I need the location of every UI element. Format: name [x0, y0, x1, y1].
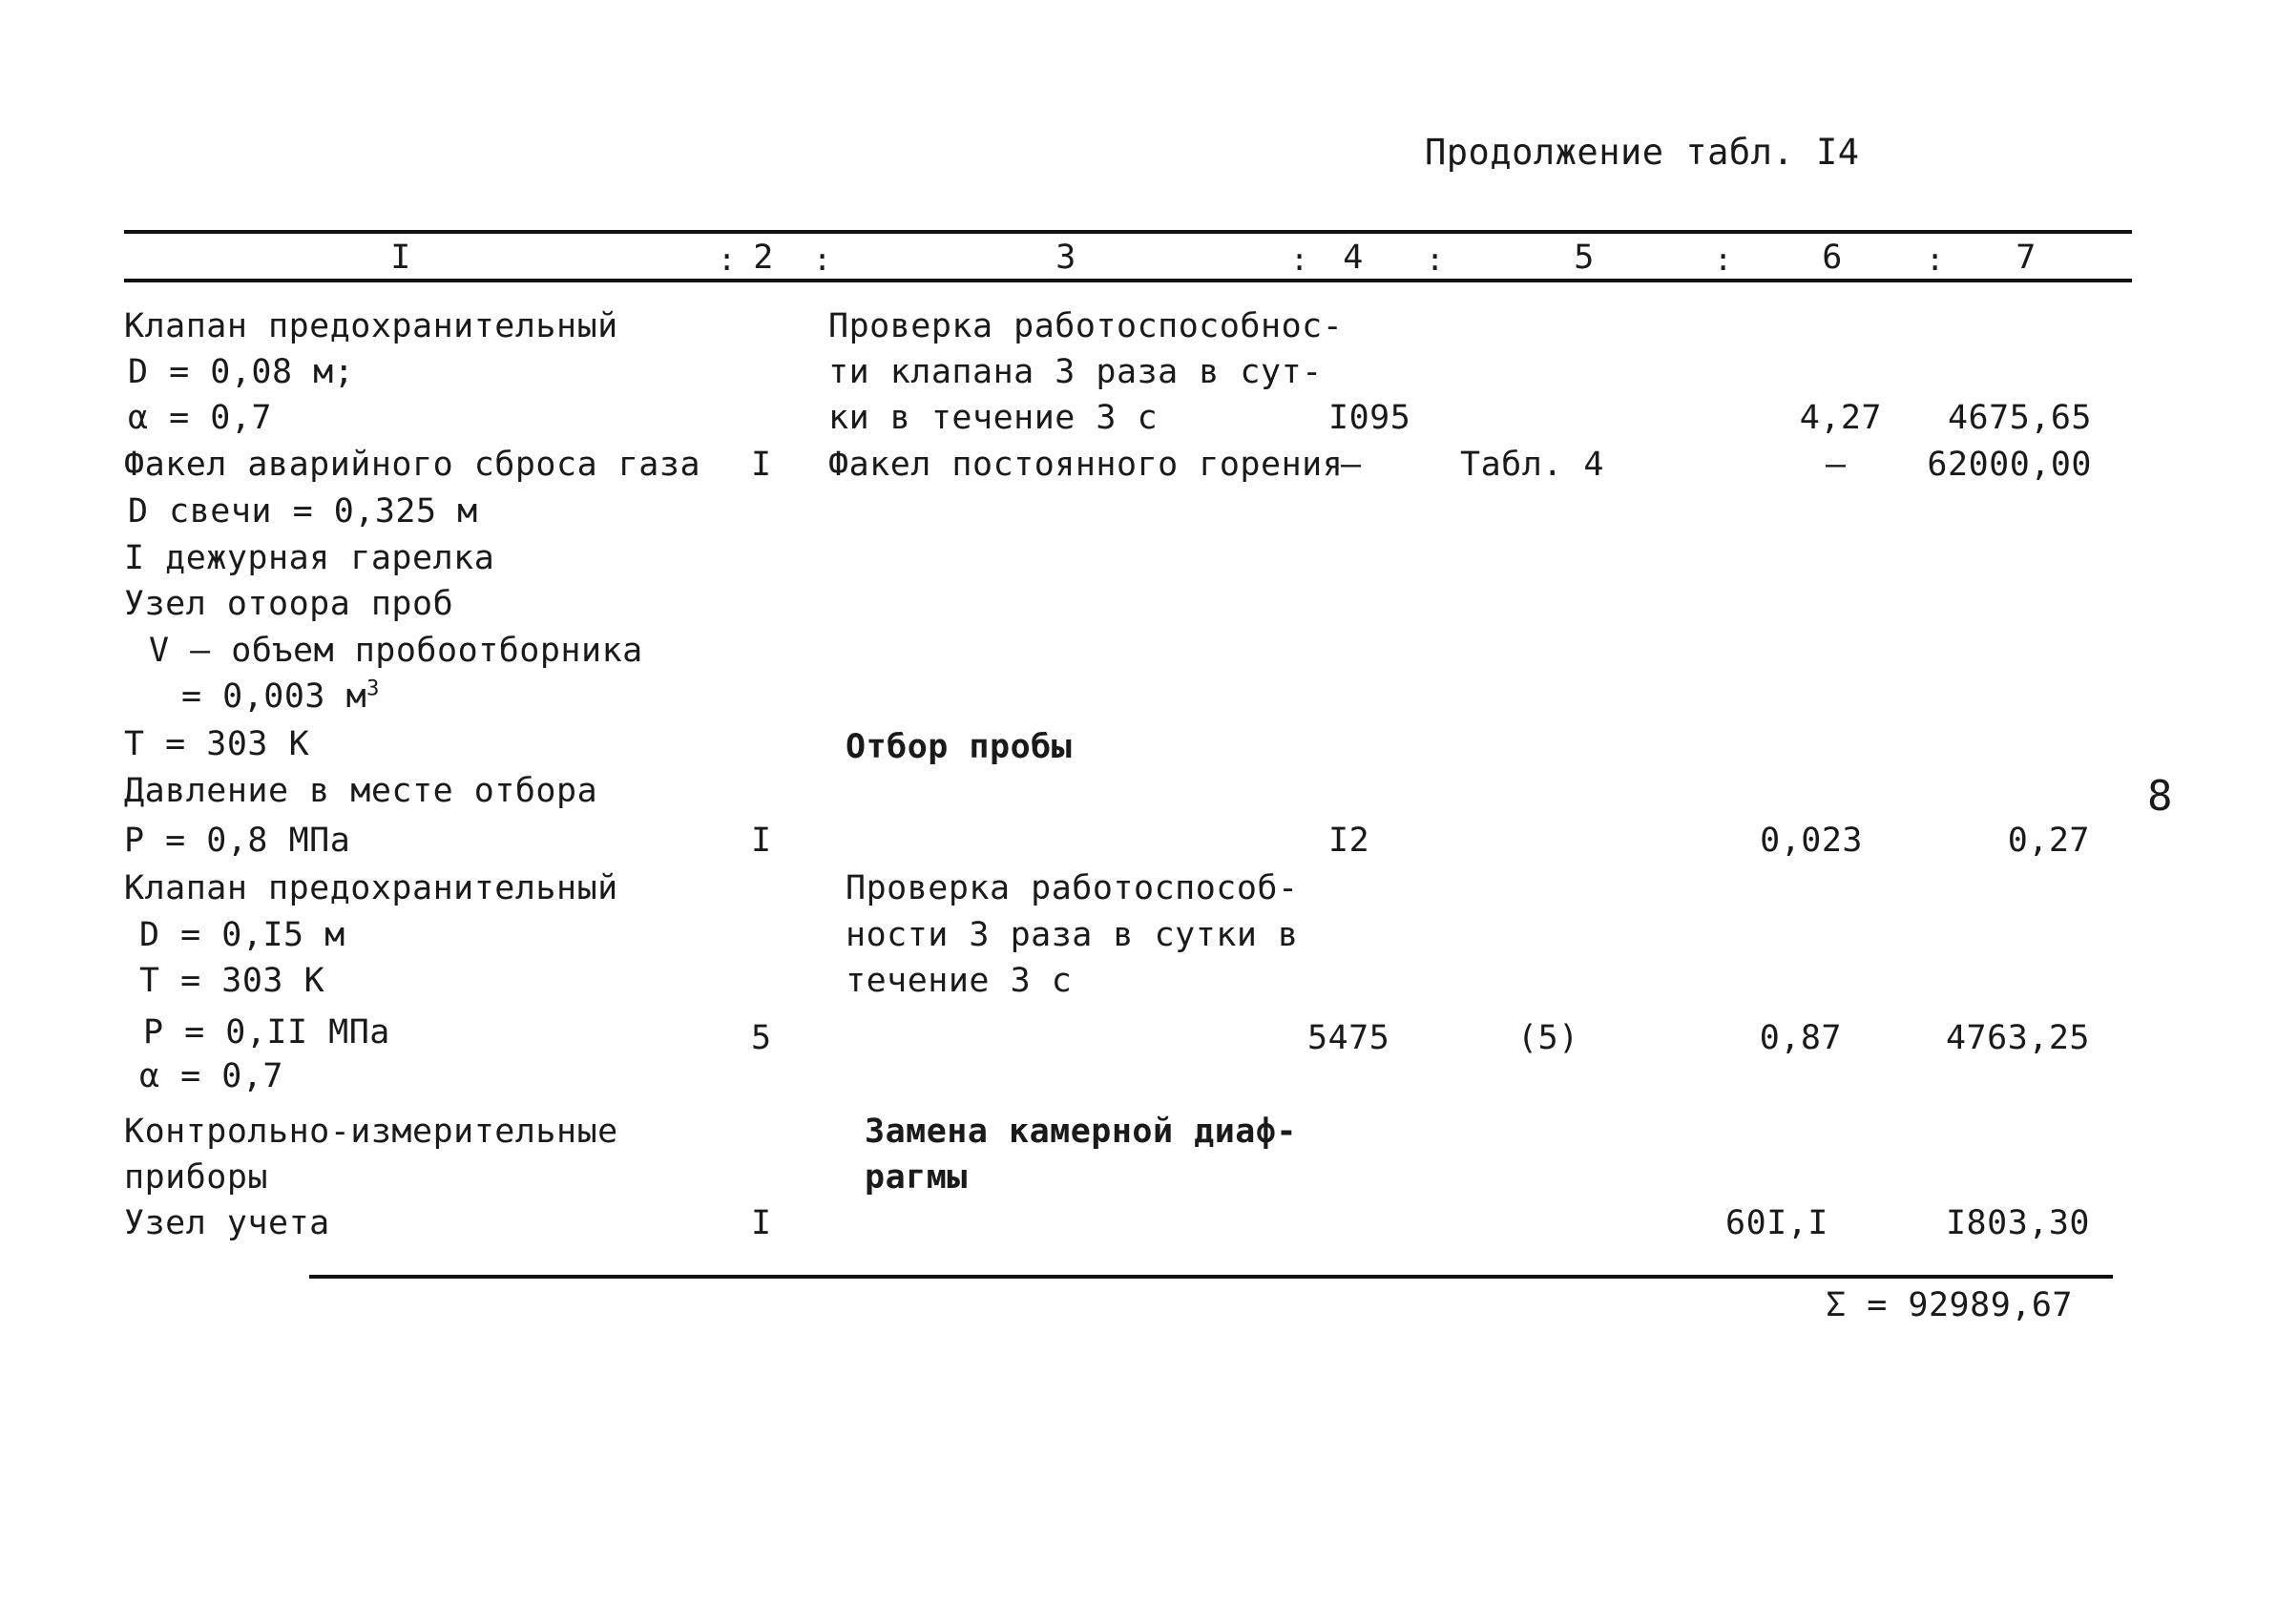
- row5-col3-line2: рагмы: [865, 1158, 968, 1197]
- table-caption: Продолжение табл. I4: [1425, 132, 1860, 173]
- row4-col2: 5: [751, 1019, 772, 1057]
- table-top-rule: [124, 230, 2132, 234]
- header-col-4: 4: [1343, 239, 1364, 277]
- row1-col1-line1: Клапан предохранительный: [124, 307, 618, 345]
- row3-col1-line3: = 0,003 $м^3$: [181, 677, 380, 716]
- row3-col1-line6: P = 0,8 МПа: [124, 822, 351, 860]
- row4-col7: 4763,25: [1945, 1019, 2090, 1057]
- row4-col5: (5): [1517, 1019, 1579, 1057]
- row1-col3-line1: Проверка работоспособнос-: [828, 307, 1344, 345]
- row4-col1-line3: T = 303 К: [139, 962, 325, 1000]
- row1-col1-line3: α = 0,7: [128, 399, 273, 437]
- row5-col7: I803,30: [1945, 1204, 2090, 1242]
- row2-col5: Табл. 4: [1460, 446, 1605, 484]
- row2-col3: Факел постоянного горения: [828, 446, 1344, 484]
- row1-col6: 4,27: [1799, 399, 1882, 437]
- row5-col1-line3: Узел учета: [124, 1204, 330, 1242]
- page-number: 8: [2147, 772, 2173, 821]
- header-separator: :: [1426, 241, 1445, 278]
- row3-col1-line1: Узел отоора проб: [124, 585, 454, 623]
- row3-col7: 0,27: [2007, 822, 2090, 860]
- header-separator: :: [1926, 241, 1945, 278]
- header-separator: :: [813, 241, 832, 278]
- header-col-7: 7: [2016, 239, 2037, 277]
- row4-col3-line3: течение 3 с: [846, 962, 1073, 1000]
- table-bottom-rule: [309, 1275, 2113, 1279]
- row3-col1-line5: Давление в месте отбора: [124, 772, 598, 810]
- row1-col1-line2: D = 0,08 м;: [128, 353, 355, 391]
- row4-col4: 5475: [1307, 1019, 1390, 1057]
- row3-col1-line4: T = 303 К: [124, 725, 310, 763]
- row2-col2: I: [751, 446, 772, 484]
- row2-col7: 62000,00: [1927, 446, 2092, 484]
- row4-col3-line1: Проверка работоспособ-: [846, 869, 1299, 907]
- cubic-superscript: 3: [366, 677, 380, 701]
- row4-col1-line2: D = 0,I5 м: [139, 916, 345, 954]
- row2-col1-line1: Факел аварийного сброса газа: [124, 446, 701, 484]
- row2-col1-line3: I дежурная гарелка: [124, 539, 495, 577]
- row3-col1-line2: V – объем пробоотборника: [149, 632, 643, 670]
- row2-col6: –: [1826, 446, 1847, 484]
- header-separator: :: [1714, 241, 1733, 278]
- row3-col3: Отбор пробы: [846, 728, 1073, 766]
- header-col-2: 2: [753, 239, 774, 277]
- header-separator: :: [1290, 241, 1309, 278]
- row2-col4: –: [1341, 446, 1362, 484]
- row4-col1-line4: P = 0,II МПа: [143, 1013, 390, 1051]
- table-header-rule: [124, 279, 2132, 282]
- row1-col4: I095: [1328, 399, 1411, 437]
- row3-col6: 0,023: [1760, 822, 1863, 860]
- row1-col3-line3: ки в течение 3 с: [828, 399, 1159, 437]
- header-separator: :: [718, 241, 737, 278]
- table-total: Σ = 92989,67: [1826, 1286, 2073, 1324]
- row1-col7: 4675,65: [1947, 399, 2092, 437]
- header-col-1: I: [390, 239, 411, 277]
- row3-col4: I2: [1328, 822, 1370, 860]
- row1-col3-line2: ти клапана 3 раза в сут-: [828, 353, 1323, 391]
- row5-col3-line1: Замена камерной диаф-: [865, 1113, 1298, 1151]
- row5-col1-line2: приборы: [124, 1158, 269, 1197]
- row5-col2: I: [751, 1204, 772, 1242]
- row4-col1-line5: α = 0,7: [139, 1057, 284, 1095]
- row5-col6: 60I,I: [1725, 1204, 1828, 1242]
- row4-col1-line1: Клапан предохранительный: [124, 869, 618, 907]
- row2-col1-line2: D свечи = 0,325 м: [128, 492, 478, 531]
- row4-col6: 0,87: [1759, 1019, 1842, 1057]
- header-col-3: 3: [1055, 239, 1076, 277]
- header-col-5: 5: [1574, 239, 1595, 277]
- row3-col2: I: [751, 822, 772, 860]
- header-col-6: 6: [1822, 239, 1843, 277]
- row4-col3-line2: ности 3 раза в сутки в: [846, 916, 1299, 954]
- row5-col1-line1: Контрольно-измерительные: [124, 1113, 618, 1151]
